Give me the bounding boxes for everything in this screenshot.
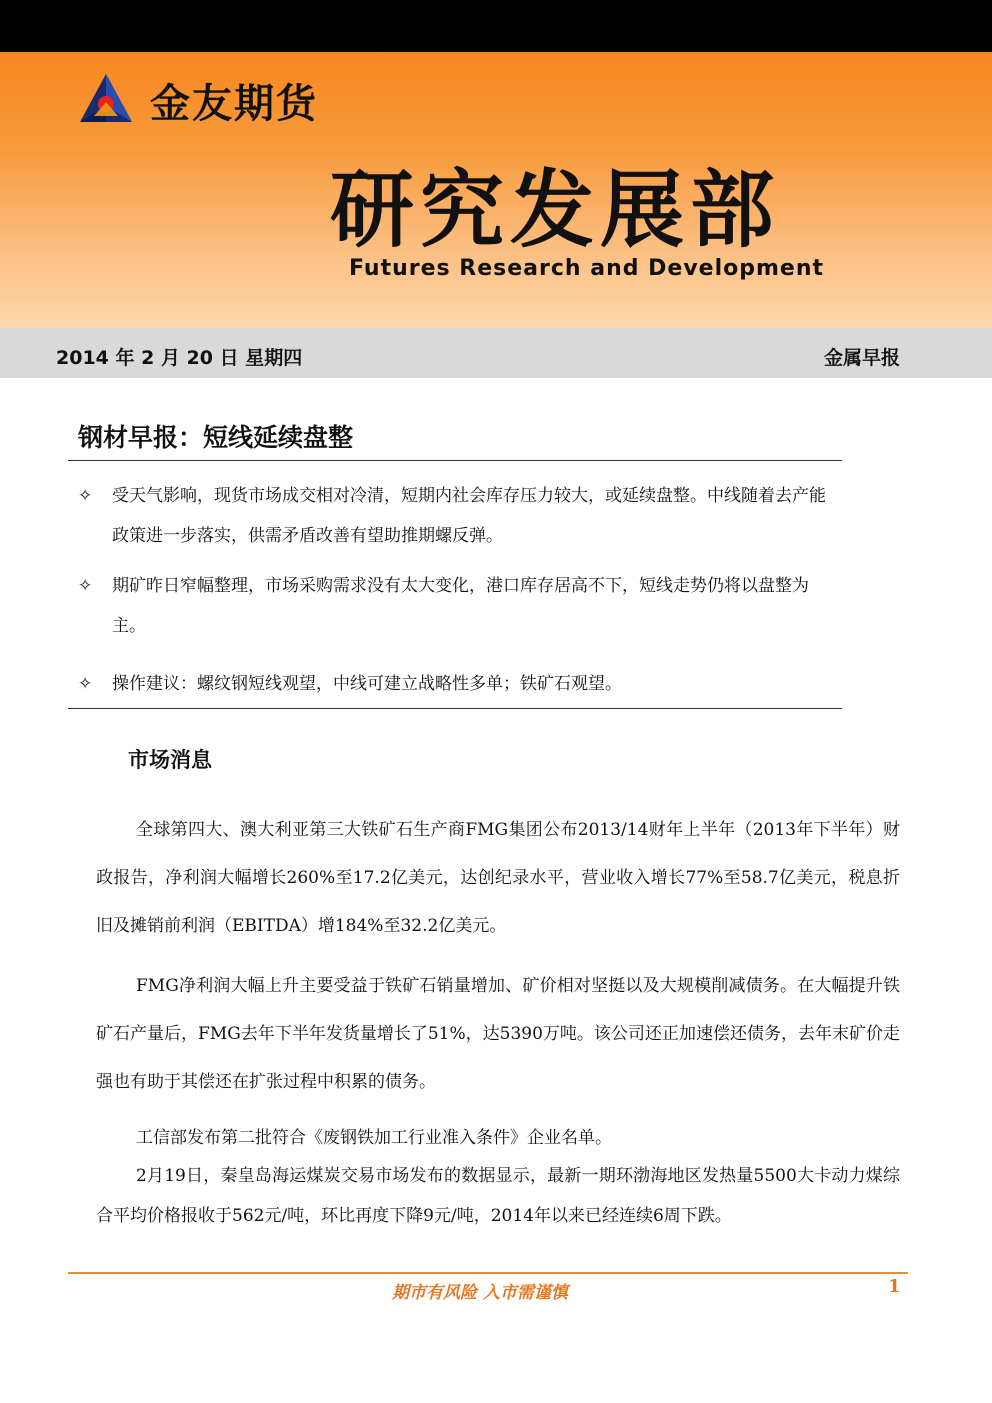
report-date: 2014 年 2 月 20 日 星期四 — [56, 347, 303, 369]
news-paragraph: 工信部发布第二批符合《废钢铁加工行业准入条件》企业名单。 — [136, 1128, 612, 1148]
diamond-bullet-icon: ✧ — [78, 576, 93, 596]
page-number: 1 — [888, 1276, 901, 1297]
summary-bullet — [78, 664, 838, 704]
report-type: 金属早报 — [823, 347, 900, 369]
department-title-en: Futures Research and Development — [349, 256, 825, 281]
summary-bullet-text: 操作建议：螺纹钢短线观望，中线可建立战略性多单；铁矿石观望。 — [112, 674, 622, 694]
footer-slogan: 期市有风险 入市需谨慎 — [392, 1283, 568, 1303]
diamond-bullet-icon: ✧ — [78, 486, 93, 506]
top-black-bar — [0, 0, 992, 52]
section-title-market-news: 市场消息 — [128, 747, 212, 772]
summary-bullet — [78, 566, 838, 646]
report-title: 钢材早报：短线延续盘整 — [78, 423, 354, 452]
news-paragraph: 2月19日，秦皇岛海运煤炭交易市场发布的数据显示，最新一期环渤海地区发热量5500大卡动力煤综合平均价格报收于562元/吨，环比再度下降9元/吨，2014年以来已经连续6周下跌。 — [96, 1166, 900, 1226]
news-paragraph: 全球第四大、澳大利亚第三大铁矿石生产商FMG集团公布2013/14财年上半年（2013年下半年）财政报告，净利润大幅增长260%至17.2亿美元，达创纪录水平，营业收入增长77%至58.7亿美元，税息折旧及摊销前利润（EBITDA）增184%至32.2亿美元。 — [96, 820, 900, 936]
company-name: 金友期货 — [150, 81, 318, 127]
divider-top — [68, 460, 842, 461]
news-paragraph: FMG净利润大幅上升主要受益于铁矿石销量增加、矿价相对坚挺以及大规模削减债务。在大幅提升铁矿石产量后，FMG去年下半年发货量增长了51%，达5390万吨。该公司还正加速偿还债务，去年末矿价走强也有助于其偿还在扩张过程中积累的债务。 — [96, 976, 900, 1092]
summary-bullet — [78, 476, 838, 556]
triangle-logo-icon — [78, 72, 134, 124]
summary-bullet-text: 期矿昨日窄幅整理，市场采购需求没有太大变化，港口库存居高不下，短线走势仍将以盘整为主。 — [112, 576, 809, 636]
summary-bullet-text: 受天气影响，现货市场成交相对冷清，短期内社会库存压力较大，或延续盘整。中线随着去产能政策进一步落实，供需矛盾改善有望助推期螺反弹。 — [112, 486, 826, 546]
footer-divider — [68, 1272, 908, 1274]
divider-bottom — [68, 708, 842, 709]
department-title-cn: 研究发展部 — [330, 161, 781, 259]
diamond-bullet-icon: ✧ — [78, 674, 93, 694]
